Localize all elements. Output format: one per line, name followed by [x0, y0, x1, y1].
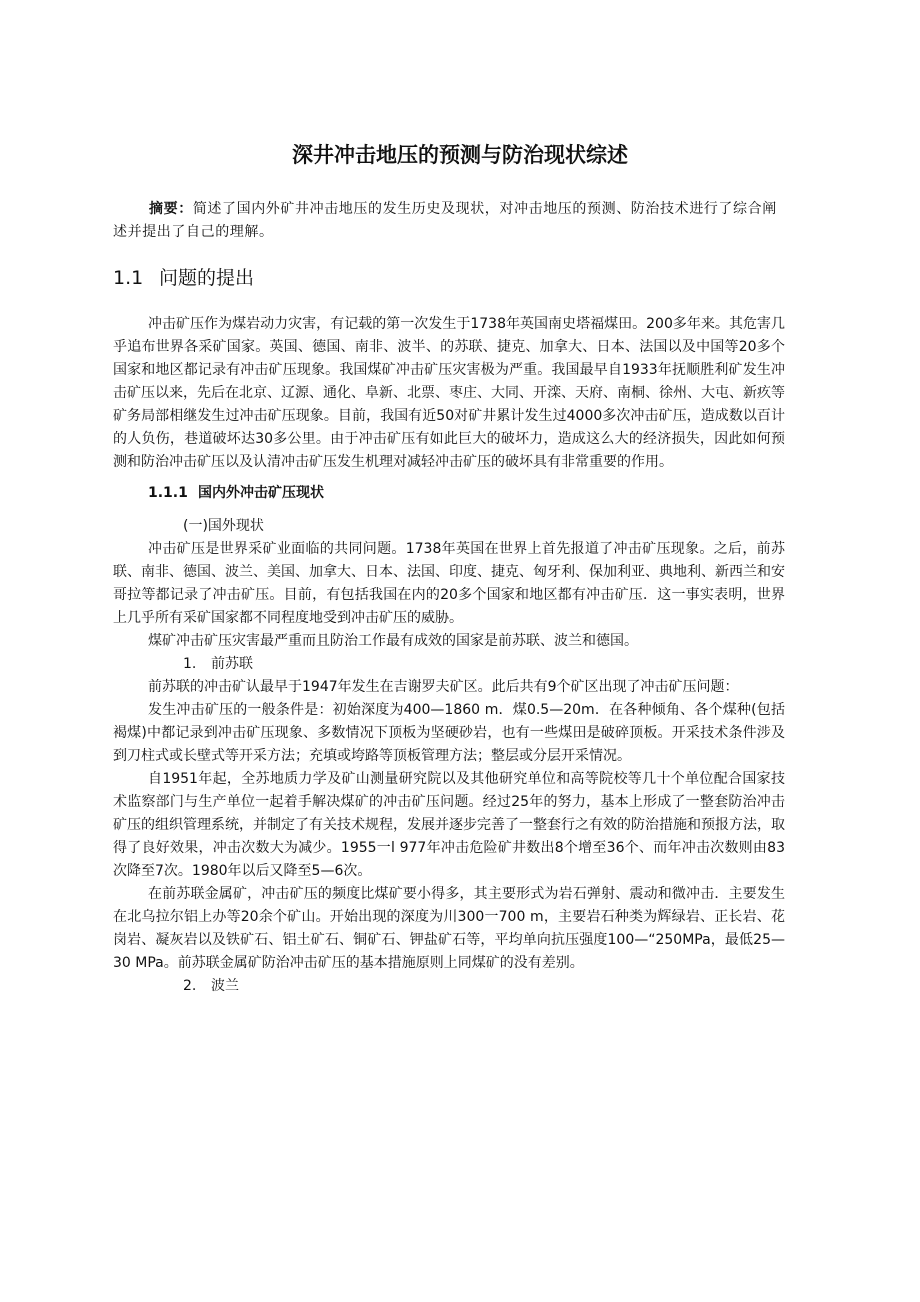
document-body [113, 313, 785, 998]
section-heading [113, 264, 254, 292]
list-item-label: 前苏联 [211, 656, 253, 672]
document-title: 深井冲击地压的预测与防治现状综述 [292, 143, 628, 167]
paragraph: 自1951年起，全苏地质力学及矿山测量研究院以及其他研究单位和高等院校等几十个单位配合国家技术监察部门与生产单位一起着手解决煤矿的冲击矿压问题。经过25年的努力，基本上形成了一整套防治冲击矿压的组织管理系统，并制定了有关技术规程，发展并逐步完善了一整套行之有效的防治措施和预报方法，取得了良好效果，冲击次数大为减少。1955一l 977年冲击危险矿井数出8个增至36个、而年冲击次数则由83次降至7次。1980年以后又降至5—6次。 [113, 771, 785, 879]
intro-paragraph: 冲击矿压作为煤岩动力灾害，有记载的第一次发生于1738年英国南史塔福煤田。200多年来。其危害几乎追布世界各采矿国家。英国、德国、南非、波半、的苏联、捷克、加拿大、日本、法国以及中国等20多个国家和地区都记录有冲击矿压现象。我国煤矿冲击矿压灾害极为严重。我国最早自1933年抚顺胜利矿发生冲击矿压以来，先后在北京、辽源、通化、阜新、北票、枣庄、大同、开滦、天府、南桐、徐州、大屯、新疚等矿务局部相继发生过冲击矿压现象。目前，我国有近50对矿井累计发生过4000多次冲击矿压，造成数以百计的人负伤，巷道破坏达30多公里。由于冲击矿压有如此巨大的破坏力，造成这么大的经济损失，因此如何预测和防治冲击矿压以及认清冲击矿压发生机理对减轻冲击矿压的破坏具有非常重要的作用。 [113, 316, 785, 470]
list-item-number: 2. [183, 978, 197, 994]
paragraph: 前苏联的冲击矿认最早于1947年发生在吉谢罗夫矿区。此后共有9个矿区出现了冲击矿压问题： [148, 679, 739, 695]
list-item-label: 波兰 [211, 978, 239, 994]
subsection-heading [113, 482, 785, 505]
section-number: 1.1 [113, 267, 144, 289]
list-item-former-ussr [113, 653, 785, 676]
abstract-text: 简述了国内外矿井冲击地压的发生历史及现状，对冲击地压的预测、防治技术进行了综合阐述并提出了自己的理解。 [113, 201, 777, 240]
list-item-number: 1. [183, 656, 197, 672]
subsection-title: 国内外冲击矿压现状 [198, 485, 324, 501]
paragraph: 煤矿冲击矿压灾害最严重而且防治工作最有成效的国家是前苏联、波兰和德国。 [148, 633, 638, 649]
abstract-label: 摘要： [149, 201, 193, 217]
list-item-poland [113, 975, 785, 998]
sub-heading: (一)国外现状 [183, 518, 264, 534]
paragraph: 在前苏联金属矿，冲击矿压的频度比煤矿要小得多，其主要形式为岩石弹射、震动和微冲击．主要发生在北乌拉尔铝上办等20余个矿山。开始出现的深度为川300一700 m，主要岩石种类为辉绿岩、正长岩、花岗岩、凝灰岩以及铁矿石、铝土矿石、铜矿石、钾盐矿石等，平均单向抗压强度100—“250MPa，最低25—30 MPa。前苏联金属矿防治冲击矿压的基本措施原则上同煤矿的没有差别。 [113, 886, 785, 971]
subsection-number: 1.1.1 [148, 485, 188, 501]
paragraph: 发生冲击矿压的一般条件是：初始深度为400—1860 m．煤0.5—20m．在各种倾角、各个煤种(包括褐煤)中都记录到冲击矿压现象、多数情况下顶板为坚硬砂岩，也有一些煤田是破碎顶板。开采技术条件涉及到刀柱式或长壁式等开采方法；充填或垮路等顶板管理方法；整层或分层开采情况。 [113, 702, 785, 764]
section-title: 问题的提出 [159, 267, 255, 289]
paragraph: 冲击矿压是世界采矿业面临的共同问题。1738年英国在世界上首先报道了冲击矿压现象。之后，前苏联、南非、德国、波兰、美国、加拿大、日本、法国、印度、捷克、匈牙利、保加利亚、典地利、新西兰和安哥拉等都记录了冲击矿压。目前，有包括我国在内的20多个国家和地区都有冲击矿压．这一事实表明，世界上几乎所有采矿国家都不同程度地受到冲击矿压的威胁。 [113, 541, 785, 626]
abstract [113, 198, 783, 244]
